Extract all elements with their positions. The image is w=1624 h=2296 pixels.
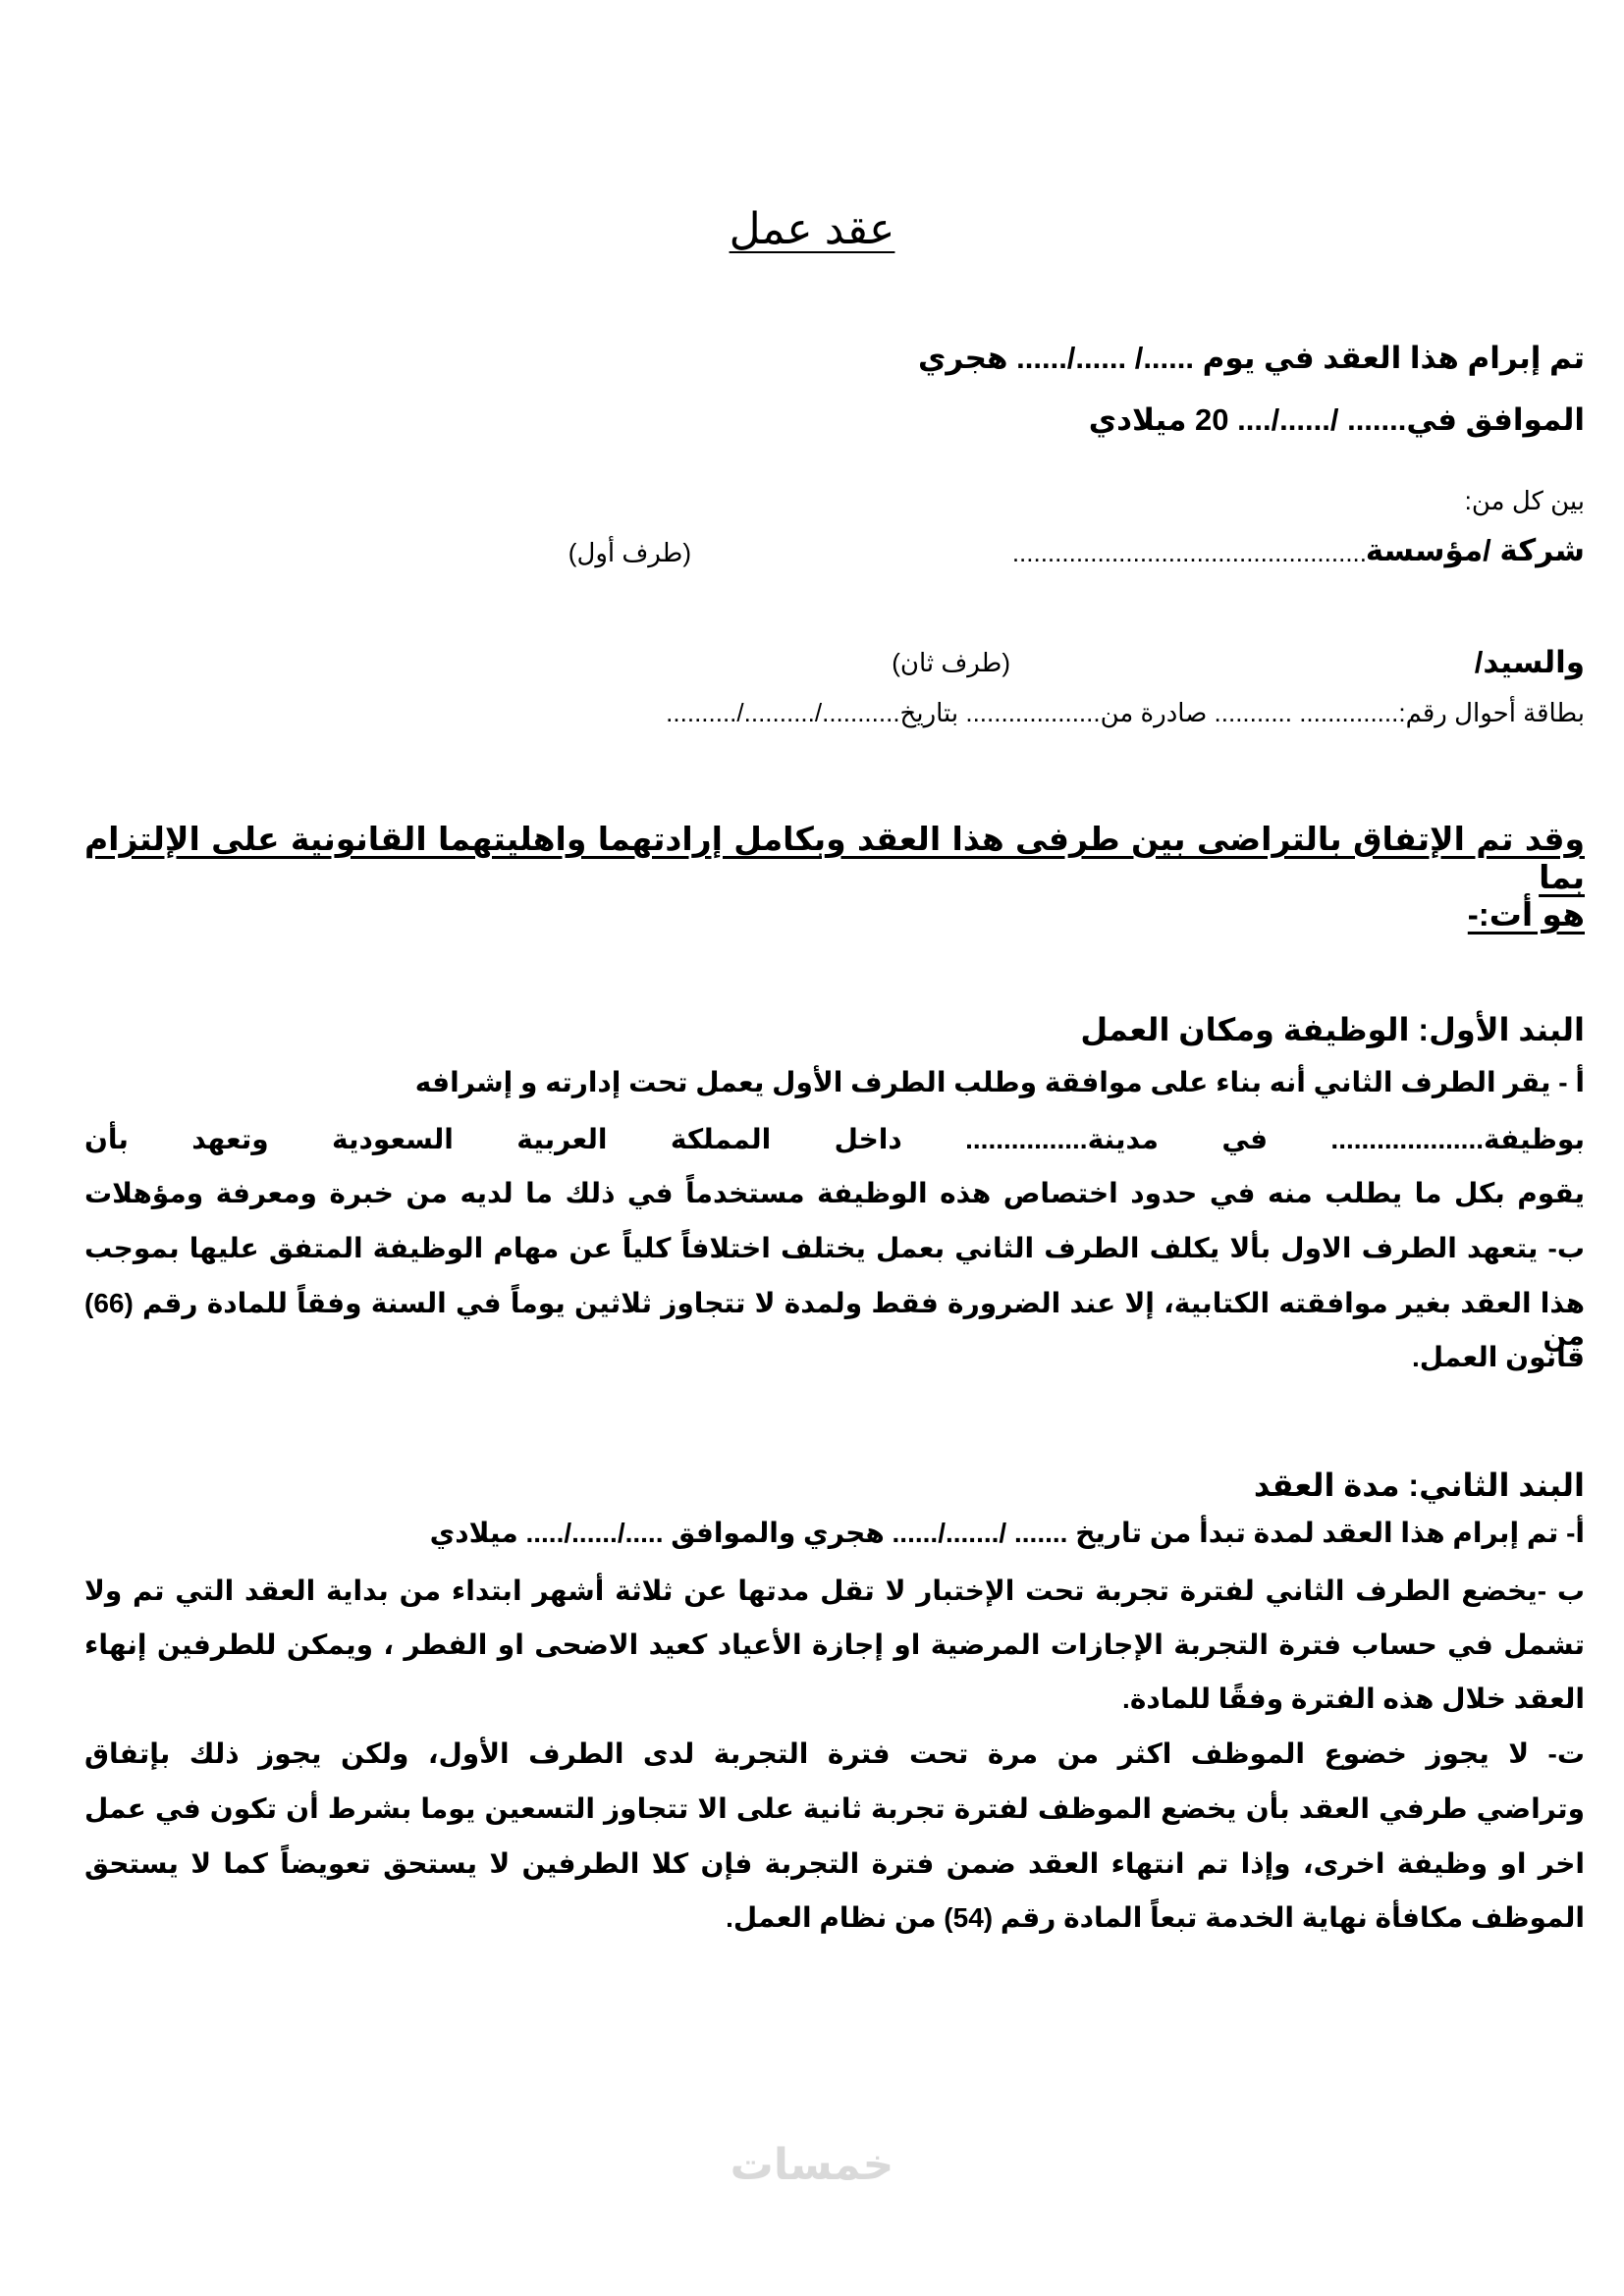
clause-1-line: ب- يتعهد الطرف الاول بألا يكلف الطرف الثاني بعمل يختلف اختلافاً كلياً عن مهام الوظيفة المتفق عليها بموجب <box>84 1233 1585 1263</box>
clause-2-line: الموظف مكافأة نهاية الخدمة تبعاً المادة رقم (54) من نظام العمل. <box>726 1902 1585 1933</box>
clause-1-line: هذا العقد بغير موافقته الكتابية، إلا عند الضرورة فقط ولمدة لا تتجاوز ثلاثين يوماً في السنة وفقاً للمادة رقم (66) من <box>84 1288 1585 1351</box>
clause-2-line: وتراضي طرفي العقد بأن يخضع الموظف لفترة تجربة ثانية على الا تتجاوز التسعين يوما بشرط أن تكون في عمل <box>84 1793 1585 1824</box>
clause-1-line: يقوم بكل ما يطلب منه في حدود اختصاص هذه الوظيفة مستخدماً في ذلك ما لديه من خبرة ومعرفة ومؤهلات <box>84 1178 1585 1208</box>
hijri-date-line: تم إبرام هذا العقد في يوم ....../ ....../...... هجري <box>917 341 1585 375</box>
between-label: بين كل من: <box>1464 486 1585 515</box>
mister-label: والسيد/ <box>1474 645 1585 679</box>
clause-1-line: قانون العمل. <box>1411 1342 1585 1372</box>
clause-1-line: بوظيفة.................... في مدينة................ داخل المملكة العربية السعودية وتعهد بأن <box>84 1124 1585 1154</box>
clause-2-line: العقد خلال هذه الفترة وفقًا للمادة. <box>1122 1683 1585 1714</box>
company-label: شركة /مؤسسة <box>1365 533 1585 567</box>
agreement-line-1: وقد تم الإتفاق بالتراضى بين طرفى هذا العقد وبكامل إرادتهما واهليتهما القانونية على الإلتزام بما <box>84 821 1585 895</box>
clause-2-line: ت- لا يجوز خضوع الموظف اكثر من مرة تحت فترة التجربة لدى الطرف الأول، ولكن يجوز ذلك بإتفاق <box>84 1738 1585 1769</box>
clause-1-line: أ - يقر الطرف الثاني أنه بناء على موافقة وطلب الطرف الأول يعمل تحت إدارته و إشرافه <box>414 1067 1585 1097</box>
second-party-label: (طرف ثان) <box>892 648 1010 677</box>
agreement-line-2: هو أت:- <box>1467 896 1585 933</box>
title-text: عقد عمل <box>729 205 895 253</box>
first-party-label: (طرف أول) <box>568 538 691 567</box>
clause-2-line: أ- تم إبرام هذا العقد لمدة تبدأ من تاريخ ....... /......./...... هجري والموافق ...../....../..... ميلادي <box>429 1518 1585 1548</box>
id-card-line: بطاقة أحوال رقم:.............. ........... صادرة من................... بتاريخ.........../........../.......... <box>666 698 1585 727</box>
watermark-logo: خمسات <box>730 2141 894 2189</box>
company-dots: .................................................. <box>1011 538 1367 567</box>
clause-2-heading: البند الثاني: مدة العقد <box>1253 1468 1585 1503</box>
clause-2-line: اخر او وظيفة اخرى، وإذا تم انتهاء العقد ضمن فترة التجربة فإن كلا الطرفين لا يستحق تعويضاً كما لا يستحق <box>84 1848 1585 1879</box>
clause-2-line: تشمل في حساب فترة التجربة الإجازات المرضية او إجازة الأعياد كعيد الاضحى او الفطر ، ويمكن للطرفين إنهاء <box>84 1629 1585 1660</box>
document-title <box>0 204 1624 254</box>
clause-2-line: ب -يخضع الطرف الثاني لفترة تجربة تحت الإختبار لا تقل مدتها عن ثلاثة أشهر ابتداء من بداية العقد التي تم ولا <box>84 1575 1585 1606</box>
gregorian-date-line: الموافق في....... /....../.... 20 ميلادي <box>1088 402 1585 437</box>
clause-1-heading: البند الأول: الوظيفة ومكان العمل <box>1080 1012 1585 1047</box>
